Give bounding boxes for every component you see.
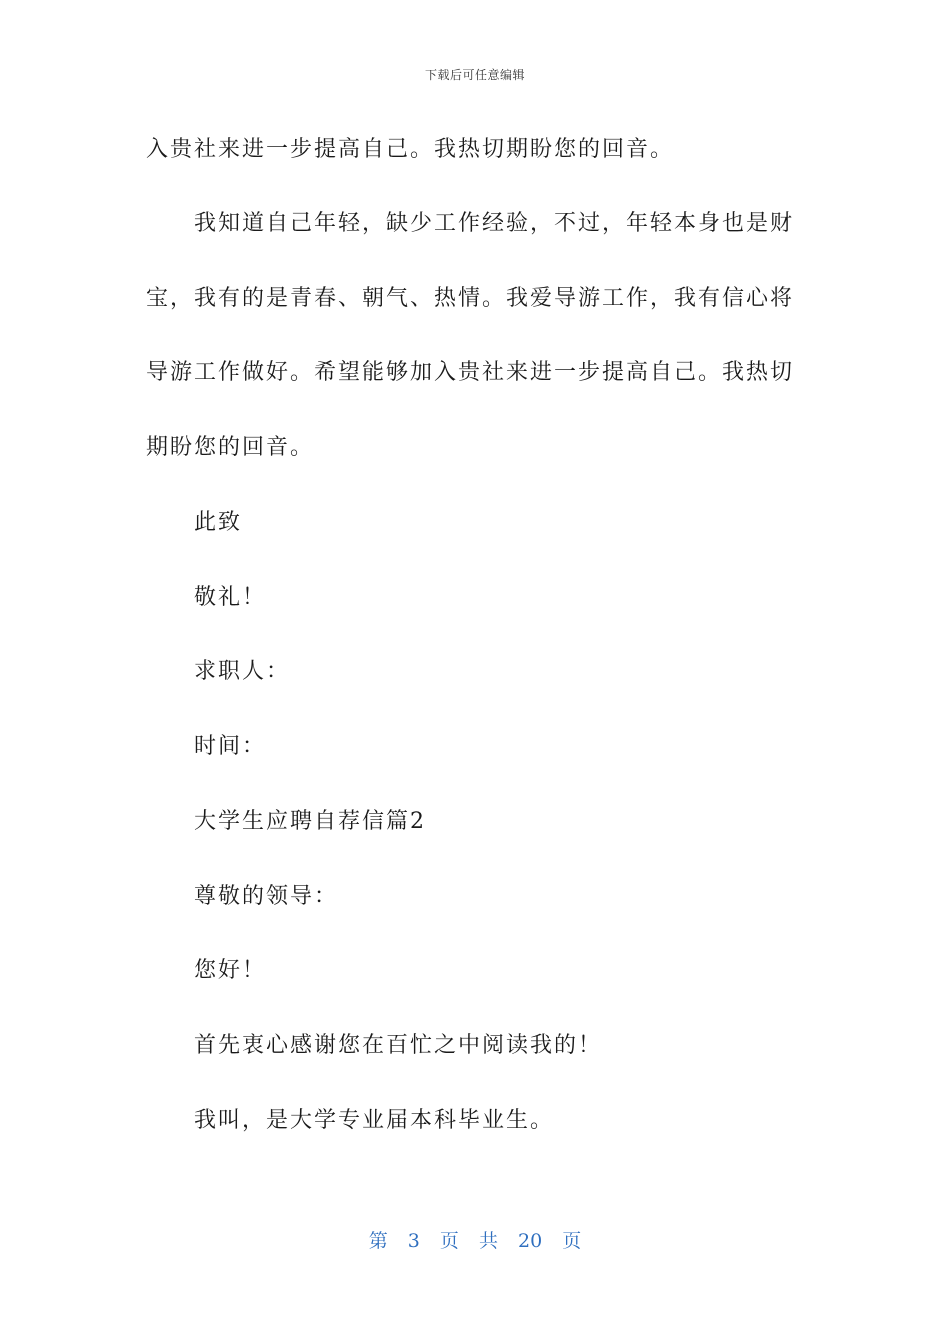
- text-line: 我知道自己年轻，缺少工作经验，不过，年轻本身也是财: [194, 211, 795, 236]
- footer-page-word: 页: [439, 1230, 459, 1252]
- closing-line: 此致: [194, 510, 243, 535]
- date-label: 时间：: [194, 734, 267, 759]
- footer-total-word: 共: [478, 1230, 498, 1252]
- section-title: 大学生应聘自荐信篇2: [194, 809, 426, 834]
- footer-total-pages: 20: [518, 1230, 543, 1252]
- page-header-note: 下载后可任意编辑: [424, 68, 525, 82]
- footer-prefix: 第: [368, 1230, 388, 1252]
- footer-current-page: 3: [407, 1230, 420, 1252]
- text-line: 导游工作做好。希望能够加入贵社来进一步提高自己。我热切: [146, 360, 795, 385]
- closing-line: 敬礼！: [194, 585, 267, 610]
- text-line: 入贵社来进一步提高自己。我热切期盼您的回音。: [146, 137, 675, 162]
- salutation: 尊敬的领导：: [194, 884, 339, 909]
- text-line: 首先衷心感谢您在百忙之中阅读我的！: [194, 1033, 603, 1058]
- footer-suffix: 页: [562, 1230, 582, 1252]
- signature-label: 求职人：: [194, 659, 291, 684]
- greeting: 您好！: [194, 958, 267, 983]
- page-footer: [0, 1226, 950, 1253]
- text-line: 我叫，是大学专业届本科毕业生。: [194, 1108, 555, 1133]
- text-line: 宝，我有的是青春、朝气、热情。我爱导游工作，我有信心将: [146, 286, 795, 311]
- text-line: 期盼您的回音。: [146, 435, 315, 460]
